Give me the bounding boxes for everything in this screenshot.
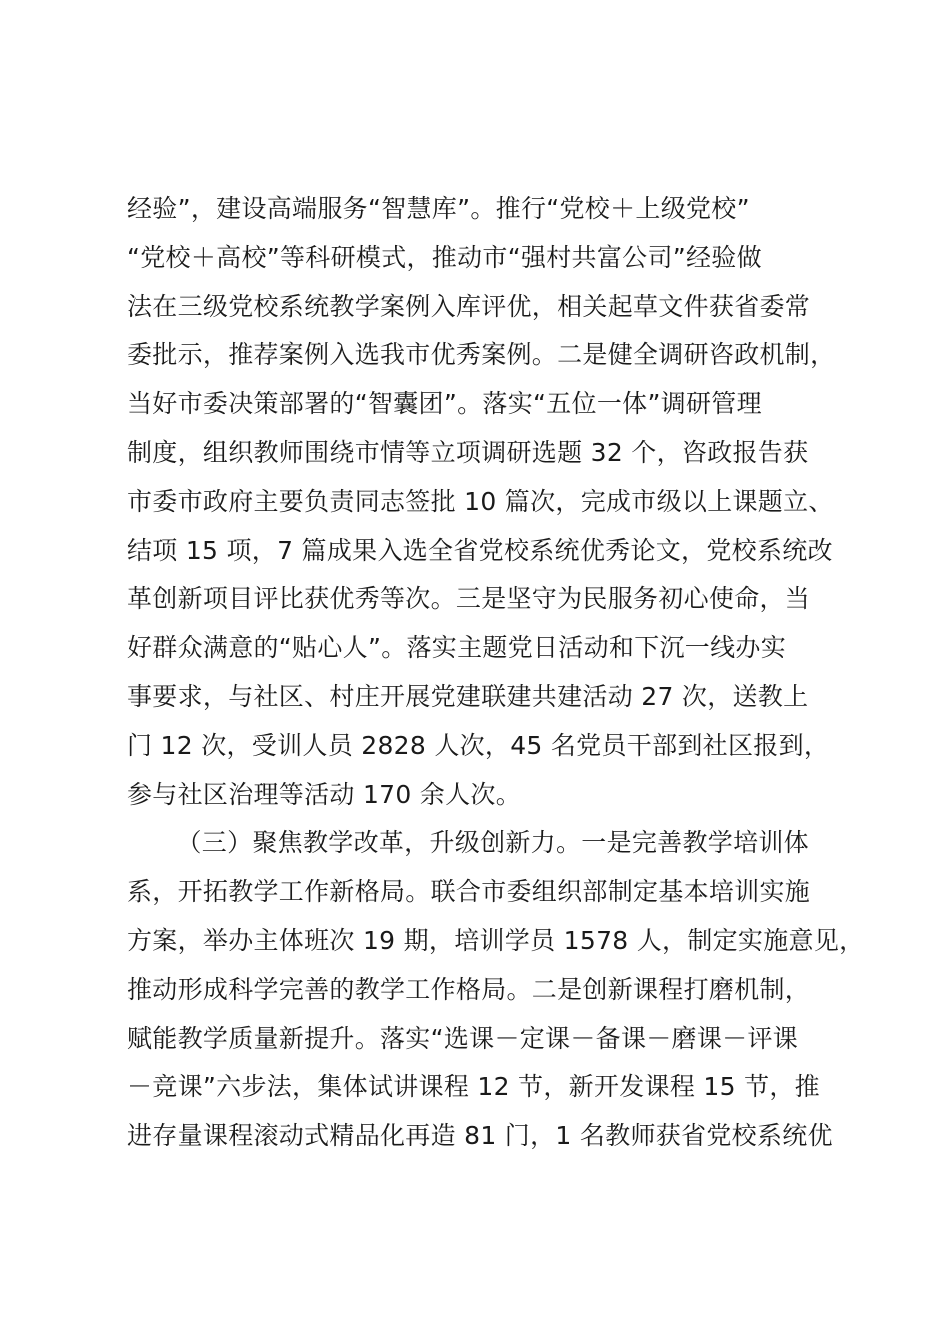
text-line: 结项 15 项，7 篇成果入选全省党校系统优秀论文，党校系统改	[127, 535, 833, 565]
text-line: 委批示，推荐案例入选我市优秀案例。二是健全调研咨政机制，	[127, 340, 836, 370]
text-line: 事要求，与社区、村庄开展党建联建共建活动 27 次，送教上	[127, 681, 809, 711]
text-line: 当好市委决策部署的“智囊团”。落实“五位一体”调研管理	[127, 389, 762, 419]
text-line: 门 12 次，受训人员 2828 人次，45 名党员干部到社区报到，	[127, 730, 830, 760]
text-line: 经验”，建设高端服务“智慧库”。推行“党校＋上级党校”	[127, 194, 750, 223]
text-line: 进存量课程滚动式精品化再造 81 门，1 名教师获省党校系统优	[127, 1121, 833, 1151]
text-line: 参与社区治理等活动 170 余人次。	[127, 779, 522, 809]
text-line: “党校＋高校”等科研模式，推动市“强村共富公司”经验做	[127, 242, 762, 272]
text-line: 赋能教学质量新提升。落实“选课－定课－备课－磨课－评课	[127, 1023, 799, 1053]
text-line: 好群众满意的“贴心人”。落实主题党日活动和下沉一线办实	[127, 633, 787, 663]
text-line: 革创新项目评比获优秀等次。三是坚守为民服务初心使命，当	[127, 584, 811, 614]
section-heading-line: （三）聚焦教学改革，升级创新力。一是完善教学培训体	[127, 828, 809, 858]
text-line: －竞课”六步法，集体试讲课程 12 节，新开发课程 15 节，推	[127, 1072, 820, 1102]
text-line: 制度，组织教师围绕市情等立项调研选题 32 个，咨政报告获	[127, 437, 809, 467]
text-line: 系，开拓教学工作新格局。联合市委组织部制定基本培训实施	[127, 877, 811, 907]
body-text	[127, 185, 867, 1161]
text-line: 推动形成科学完善的教学工作格局。二是创新课程打磨机制，	[127, 974, 811, 1004]
text-line: 法在三级党校系统教学案例入库评优，相关起草文件获省委常	[127, 291, 811, 321]
text-line: 方案，举办主体班次 19 期，培训学员 1578 人，制定实施意见，	[127, 925, 865, 955]
text-line: 市委市政府主要负责同志签批 10 篇次，完成市级以上课题立、	[127, 486, 834, 516]
